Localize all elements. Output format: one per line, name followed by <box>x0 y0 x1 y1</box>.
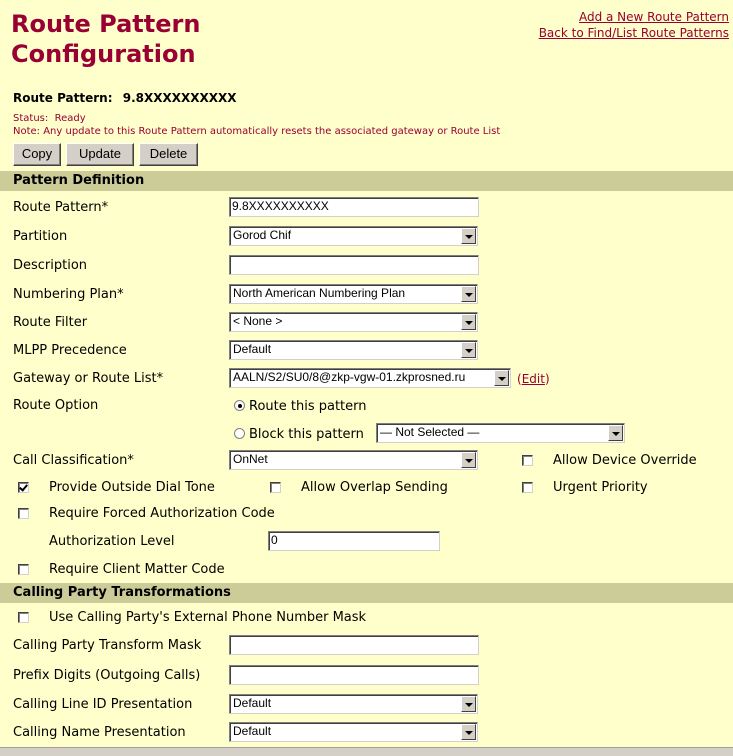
transform-mask-label: Calling Party Transform Mask <box>13 638 202 653</box>
page-title-line1: Route Pattern <box>11 10 201 38</box>
route-filter-label: Route Filter <box>13 315 88 330</box>
copy-button[interactable]: Copy <box>13 143 61 166</box>
partition-select[interactable] <box>229 226 478 246</box>
route-pattern-heading-label: Route Pattern: <box>13 91 113 105</box>
delete-button[interactable]: Delete <box>139 143 198 166</box>
description-label: Description <box>13 258 88 273</box>
require-fac-label: Require Forced Authorization Code <box>49 506 275 521</box>
require-cmc-checkbox[interactable] <box>18 564 29 575</box>
line-id-presentation-value: Default <box>233 696 272 710</box>
authorization-level-input[interactable]: 0 <box>268 531 440 551</box>
page-title-line2: Configuration <box>11 40 196 68</box>
line-id-presentation-select[interactable] <box>229 694 478 714</box>
urgent-priority-checkbox[interactable] <box>522 482 533 493</box>
reset-note: Note: Any update to this Route Pattern automatically resets the associated gateway or Route List <box>13 126 501 137</box>
allow-overlap-sending-checkbox[interactable] <box>270 482 281 493</box>
edit-close-paren: ) <box>544 372 550 386</box>
chevron-down-icon[interactable] <box>608 425 623 441</box>
route-filter-select[interactable] <box>229 312 478 332</box>
route-pattern-heading-value: 9.8XXXXXXXXXX <box>122 91 237 105</box>
line-id-presentation-label: Calling Line ID Presentation <box>13 697 193 712</box>
allow-device-override-checkbox[interactable] <box>522 455 533 466</box>
update-button[interactable]: Update <box>66 143 134 166</box>
page-title <box>11 9 200 69</box>
mlpp-precedence-label: MLPP Precedence <box>13 343 127 358</box>
block-this-pattern-radio[interactable] <box>234 428 245 439</box>
description-input[interactable] <box>229 255 479 275</box>
numbering-plan-value: North American Numbering Plan <box>233 286 406 300</box>
route-pattern-heading <box>13 91 237 105</box>
chevron-down-icon[interactable] <box>461 696 476 712</box>
use-external-mask-label: Use Calling Party's External Phone Number Mask <box>49 610 367 625</box>
name-presentation-value: Default <box>233 724 272 738</box>
require-cmc-label: Require Client Matter Code <box>49 562 225 577</box>
require-fac-checkbox[interactable] <box>18 508 29 519</box>
block-this-pattern-label: Block this pattern <box>249 427 364 442</box>
call-classification-label: Call Classification* <box>13 453 134 468</box>
name-presentation-select[interactable] <box>229 722 478 742</box>
numbering-plan-label: Numbering Plan* <box>13 287 124 302</box>
chevron-down-icon[interactable] <box>461 724 476 740</box>
status-block <box>13 112 500 138</box>
pattern-definition-header: Pattern Definition <box>0 171 733 191</box>
chevron-down-icon[interactable] <box>461 286 476 302</box>
allow-device-override-label: Allow Device Override <box>553 453 697 468</box>
block-reason-select[interactable] <box>376 423 625 443</box>
mlpp-precedence-value: Default <box>233 342 272 356</box>
add-new-route-pattern-link[interactable]: Add a New Route Pattern <box>578 10 729 24</box>
block-reason-value: — Not Selected — <box>380 425 480 439</box>
provide-outside-dial-tone-label: Provide Outside Dial Tone <box>49 480 215 495</box>
call-classification-select[interactable] <box>229 450 478 470</box>
urgent-priority-label: Urgent Priority <box>553 480 648 495</box>
provide-outside-dial-tone-checkbox[interactable] <box>18 482 29 493</box>
gateway-route-list-select[interactable] <box>229 368 511 388</box>
allow-overlap-sending-label: Allow Overlap Sending <box>301 480 448 495</box>
chevron-down-icon[interactable] <box>461 228 476 244</box>
gateway-route-list-value: AALN/S2/SU0/8@zkp-vgw-01.zkprosned.ru <box>233 370 466 384</box>
route-pattern-input[interactable]: 9.8XXXXXXXXXX <box>229 197 479 217</box>
use-external-mask-checkbox[interactable] <box>18 612 29 623</box>
route-pattern-label: Route Pattern* <box>13 200 109 215</box>
edit-open-paren: ( <box>517 372 522 386</box>
prefix-digits-input[interactable] <box>229 665 479 685</box>
chevron-down-icon[interactable] <box>461 342 476 358</box>
numbering-plan-select[interactable] <box>229 284 478 304</box>
route-filter-value: < None > <box>233 314 283 328</box>
call-classification-value: OnNet <box>233 452 268 466</box>
partition-value: Gorod Chif <box>233 228 292 242</box>
edit-gateway-group <box>517 372 550 386</box>
chevron-down-icon[interactable] <box>494 370 509 386</box>
prefix-digits-label: Prefix Digits (Outgoing Calls) <box>13 668 201 683</box>
route-option-label: Route Option <box>13 398 99 413</box>
transform-mask-input[interactable] <box>229 635 479 655</box>
edit-gateway-link[interactable]: Edit <box>521 372 545 386</box>
calling-party-header: Calling Party Transformations <box>0 583 733 603</box>
name-presentation-label: Calling Name Presentation <box>13 725 186 740</box>
partition-label: Partition <box>13 229 68 244</box>
chevron-down-icon[interactable] <box>461 452 476 468</box>
chevron-down-icon[interactable] <box>461 314 476 330</box>
back-to-find-list-link[interactable]: Back to Find/List Route Patterns <box>538 26 729 40</box>
authorization-level-label: Authorization Level <box>49 534 175 549</box>
route-this-pattern-label: Route this pattern <box>249 399 367 414</box>
gateway-route-list-label: Gateway or Route List* <box>13 371 164 386</box>
mlpp-precedence-select[interactable] <box>229 340 478 360</box>
route-this-pattern-radio[interactable] <box>234 400 245 411</box>
status-text: Status: Ready <box>13 113 86 124</box>
